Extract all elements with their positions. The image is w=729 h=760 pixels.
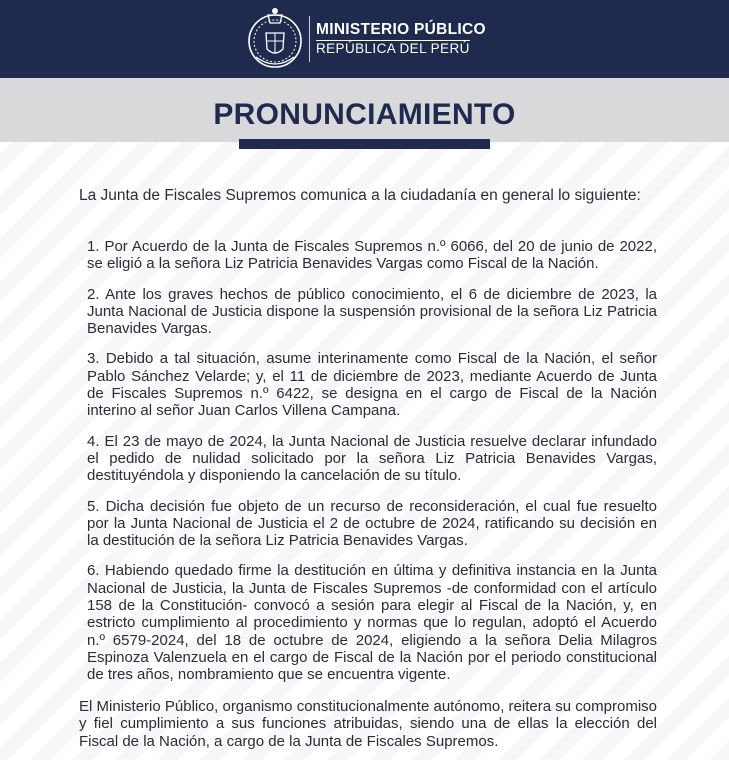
page-title: PRONUNCIAMIENTO bbox=[213, 98, 516, 131]
institution-name: MINISTERIO PÚBLICO bbox=[316, 21, 486, 38]
list-item: 6. Habiendo quedado firme la destitución en última y definitiva instancia en la Junta Nacional de Justicia, la Junta de Fiscales Supremos -de conformidad con el artículo 158 de la Constitución- convocó a sesión para elegir al Fiscal de la Nación, y, en estricto cumplimiento al procedimiento y normas que lo regulan, adoptó el Acuerdo n.º 6579-2024, del 18 de octubre de 2024, eligiendo a la señora Delia Milagros Espinoza Valenzuela en el cargo de Fiscal de la Nación por el periodo constitucional de tres años, nombramiento que se encuentra vigente. bbox=[87, 562, 657, 684]
brand-divider bbox=[309, 16, 310, 62]
list-item: 2. Ante los graves hechos de público conocimiento, el 6 de diciembre de 2023, la Junta Nacional de Justicia dispone la suspensión provisional de la señora Liz Patricia Benavides Vargas. bbox=[87, 285, 657, 338]
points-list bbox=[87, 238, 657, 697]
header-bar bbox=[0, 0, 729, 78]
coat-of-arms-seal-icon bbox=[246, 3, 304, 75]
closing-paragraph: El Ministerio Público, organismo constitucionalmente autónomo, reitera su compromiso y fiel cumplimiento a sus funciones atribuidas, siendo una de ellas la elección del Fiscal de la Nación, a cargo de la Junta de Fiscales Supremos. bbox=[79, 698, 657, 750]
list-item: 5. Dicha decisión fue objeto de un recurso de reconsideración, el cual fue resuelto por la Junta Nacional de Justicia el 2 de octubre de 2024, ratificando su decisión en la destitución de la señora Liz Patricia Benavides Vargas. bbox=[87, 497, 657, 550]
list-item: 1. Por Acuerdo de la Junta de Fiscales Supremos n.º 6066, del 20 de junio de 2022, se eligió a la señora Liz Patricia Benavides Vargas como Fiscal de la Nación. bbox=[87, 238, 657, 273]
country-name: REPÚBLICA DEL PERÚ bbox=[316, 41, 470, 56]
list-item: 4. El 23 de mayo de 2024, la Junta Nacional de Justicia resuelve declarar infundado el pedido de nulidad solicitado por la señora Liz Patricia Benavides Vargas, destituyéndola y disponiendo la cancelación de su título. bbox=[87, 432, 657, 485]
title-underline bbox=[239, 139, 490, 149]
list-item: 3. Debido a tal situación, asume interinamente como Fiscal de la Nación, el señor Pablo Sánchez Velarde; y, el 11 de diciembre de 2023, mediante Acuerdo de Junta de Fiscales Supremos n.º 6422, se designa en el cargo de Fiscal de la Nación interino al señor Juan Carlos Villena Campana. bbox=[87, 350, 657, 420]
intro-paragraph: La Junta de Fiscales Supremos comunica a la ciudadanía en general lo siguiente: bbox=[79, 187, 641, 204]
